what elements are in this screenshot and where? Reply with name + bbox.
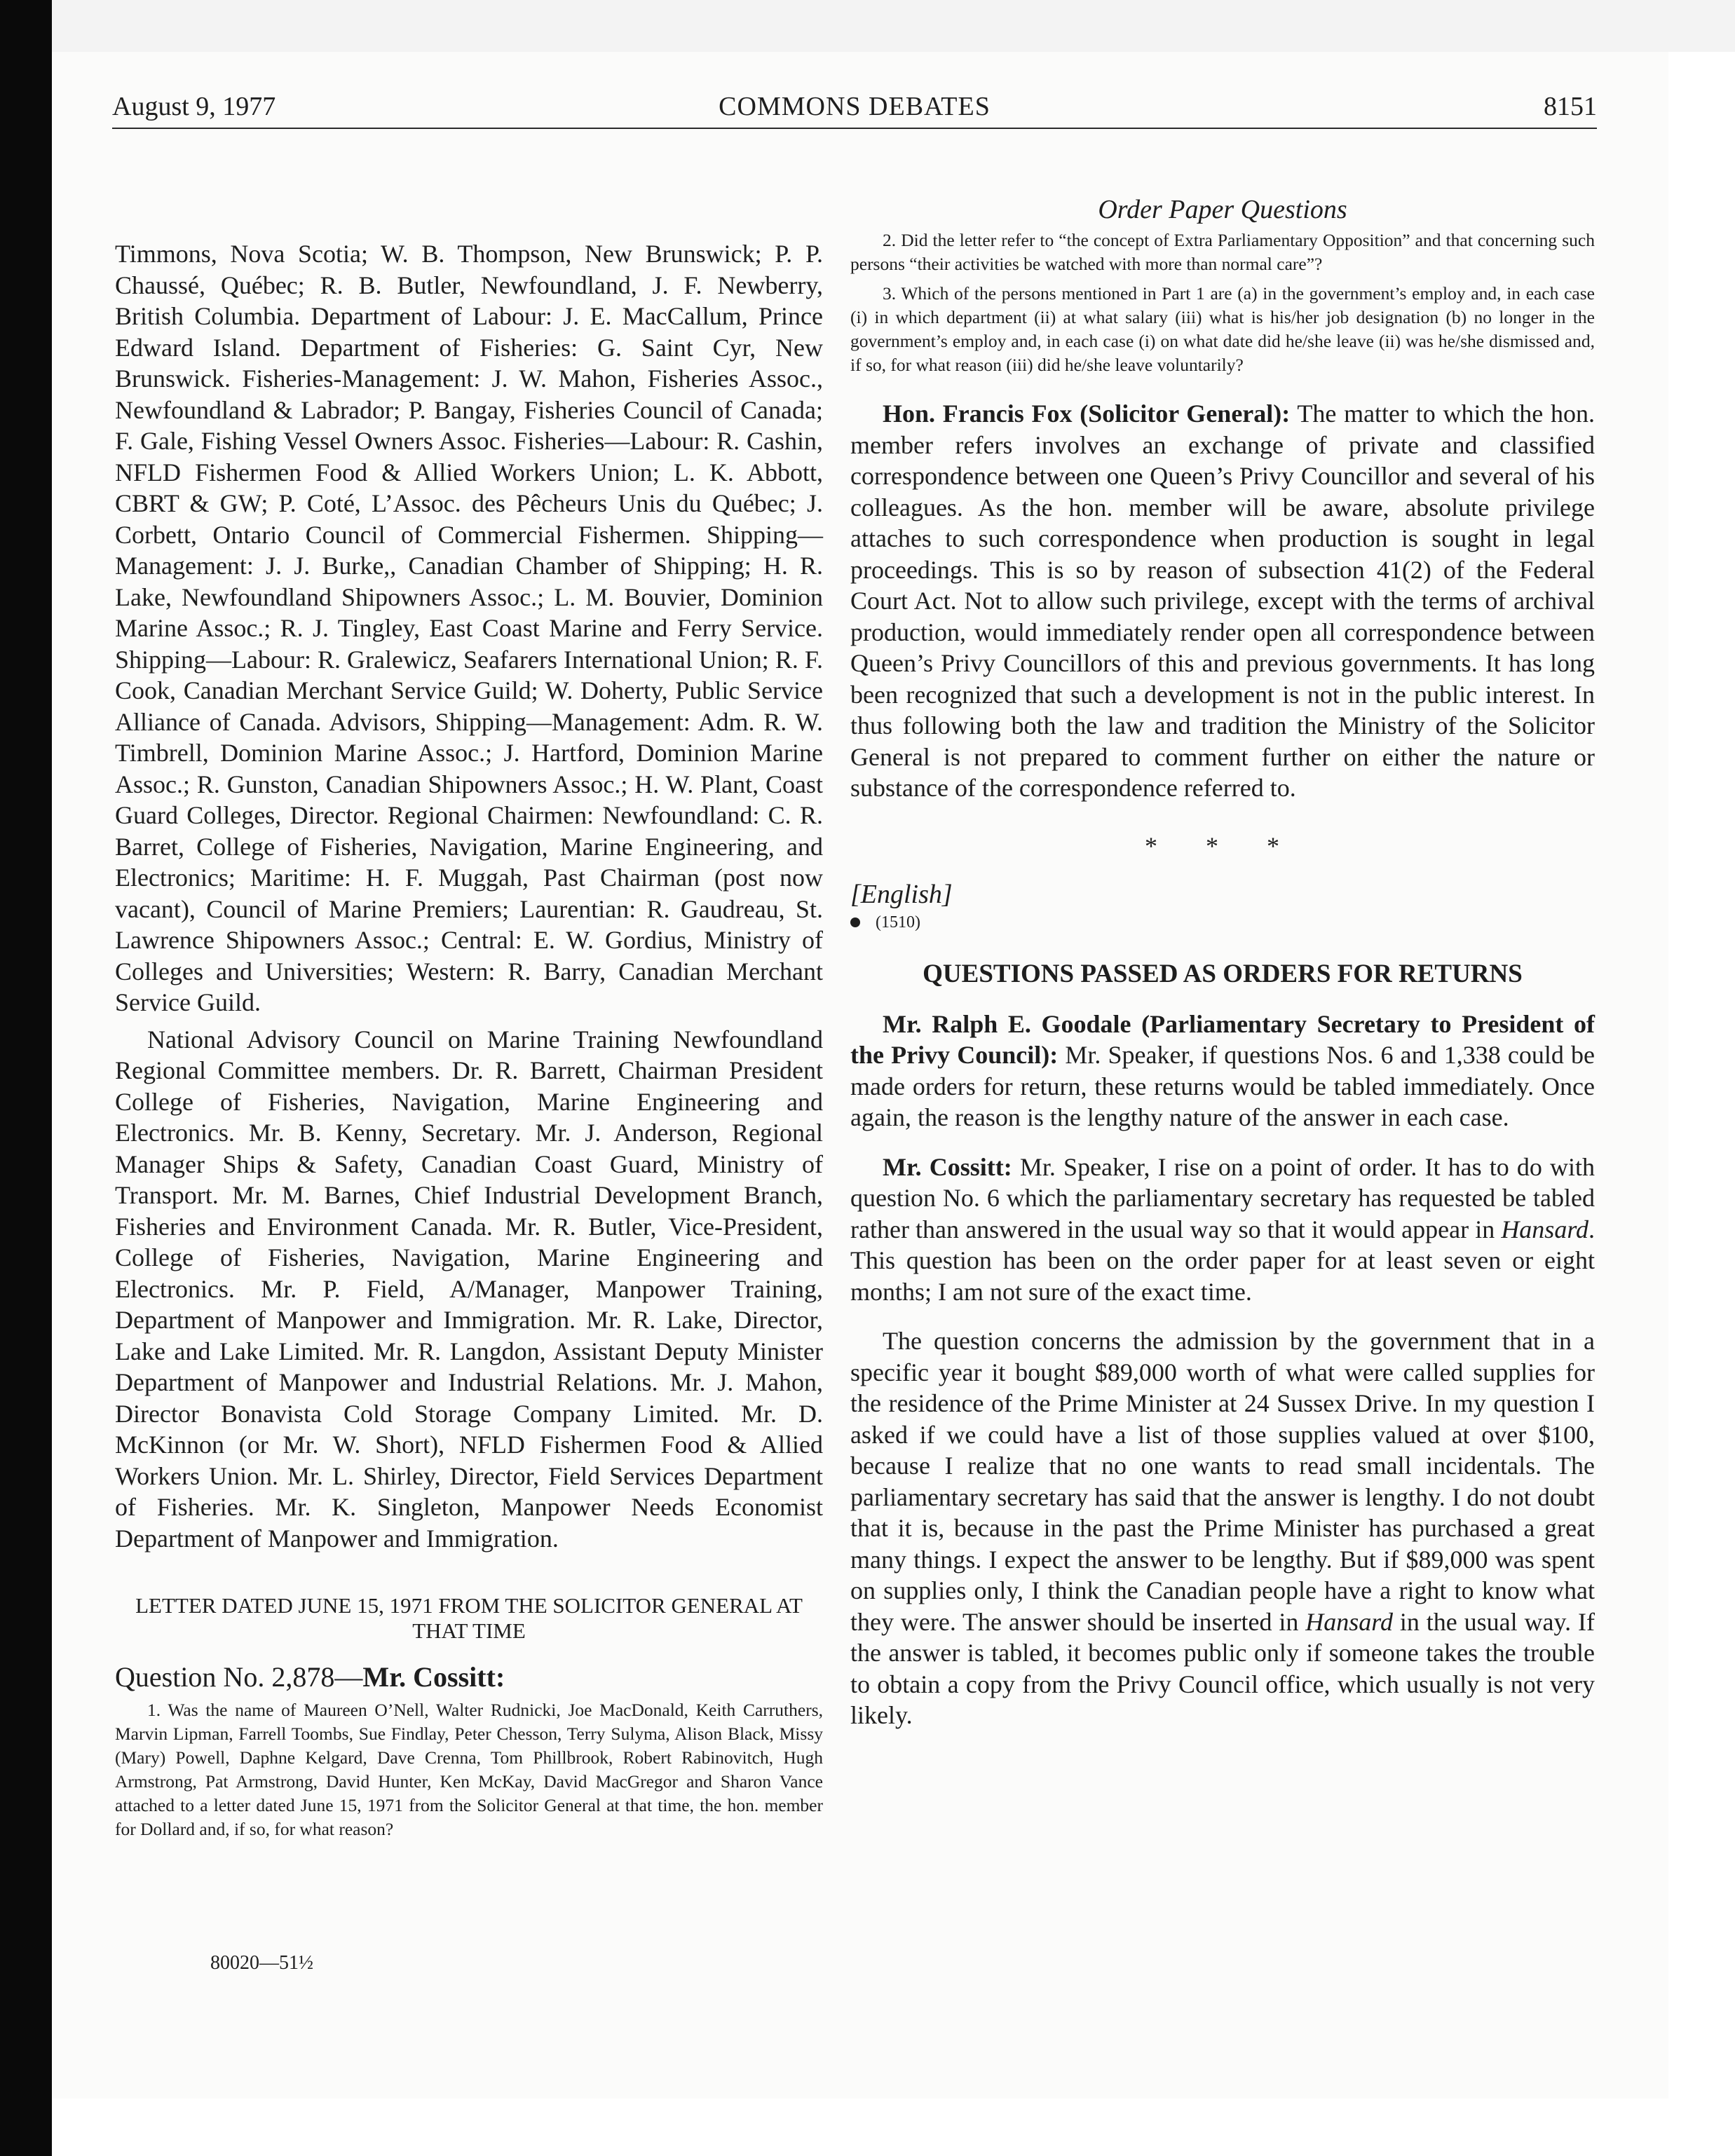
cossitt-speech bbox=[850, 1152, 1595, 1308]
page-header bbox=[112, 91, 1597, 126]
section-separator: * * * bbox=[1145, 831, 1300, 860]
hansard-ref: Hansard bbox=[1305, 1607, 1393, 1636]
hansard-ref: Hansard bbox=[1501, 1215, 1588, 1243]
question-part-2: 2. Did the letter refer to “the concept of Extra Parliamentary Opposition” and that concerning such persons “their activities be watched with more than normal care”? bbox=[850, 230, 1595, 274]
question-title bbox=[115, 1660, 823, 1694]
speech-text: Mr. Speaker, I rise on a point of order. It has to do with question No. 6 which the parliamentary secretary has requested be tabled rather than answered in the usual way so that it would appear in bbox=[850, 1152, 1595, 1243]
speaker-name: Mr. Cossitt: bbox=[883, 1152, 1012, 1181]
speaker-name: Hon. Francis Fox (Solicitor General): bbox=[883, 400, 1291, 428]
letter-heading: LETTER DATED JUNE 15, 1971 FROM THE SOLICITOR GENERAL AT THAT TIME bbox=[135, 1593, 803, 1643]
header-title: COMMONS DEBATES bbox=[719, 92, 991, 121]
time-text: (1510) bbox=[876, 913, 920, 932]
committee-list-paragraph: Timmons, Nova Scotia; W. B. Thompson, New Brunswick; P. P. Chaussé, Québec; R. B. Butler, Newfoundland, J. F. Newberry, British Columbia. Department of Labour: J. E. MacCallum, Prince Edward Island. Department of Fisheries: G. Saint Cyr, New Brunswick. Fisheries-Management: J. W. Mahon, Fisheries Assoc., Newfoundland & Labrador; P. Bangay, Fisheries Council of Canada; F. Gale, Fishing Vessel Owners Assoc. Fisheries—Labour: R. Cashin, NFLD Fishermen Food & Allied Workers Union; L. K. Abbott, CBRT & GW; P. Coté, L’Assoc. des Pêcheurs Unis du Québec; J. Corbett, Ontario Council of Commercial Fishermen. Shipping—Management: J. J. Burke,, Canadian Chamber of Shipping; H. R. Lake, Newfoundland Shipowners Assoc.; L. M. Bouvier, Dominion Marine Assoc.; R. J. Tingley, East Coast Marine and Ferry Service. Shipping—Labour: R. Gralewicz, Seafarers International Union; R. F. Cook, Canadian Merchant Service Guild; W. Doherty, Public Service Alliance of Canada. Advisors, Shipping—Management: Adm. R. W. Timbrell, Dominion Marine Assoc.; J. Hartford, Dominion Marine Assoc.; R. Gunston, Canadian Shipowners Assoc.; H. W. Plant, Coast Guard Colleges, Director. Regional Chairmen: Newfoundland: C. R. Barret, College of Fisheries, Navigation, Marine Engineering, and Electronics; Maritime: H. F. Muggah, Past Chairman (post now vacant), Council of Marine Premiers; Laurentian: R. Gaudreau, St. Lawrence Shipowners Assoc.; Central: E. W. Gordius, Ministry of Colleges and Universities; Western: R. Barry, Canadian Merchant Service Guild. bbox=[115, 240, 823, 1016]
question-part-3: 3. Which of the persons mentioned in Part 1 are (a) in the government’s employ and, in each case (i) in which department (ii) at what salary (iii) what is his/her job designation (b) no longer in the government’s employ and, in each case (i) on what date did he/she leave (ii) was he/she dismissed and, if so, for what reason (iii) did he/she leave voluntarily? bbox=[850, 283, 1595, 375]
orders-heading: QUESTIONS PASSED AS ORDERS FOR RETURNS bbox=[923, 959, 1523, 988]
speech-text: . This question has been on the order paper for at least seven or eight months; I am not sure of the exact time. bbox=[850, 1215, 1595, 1306]
speech-text: The question concerns the admission by the government that in a specific year it bought $89,000 worth of what were called supplies for the residence of the Prime Minister at 24 Sussex Drive. In my question I asked if we could have a list of those supplies valued at over $100, because I realize that no one wants to read small incidentals. The parliamentary secretary has said that the answer is lengthy. I do not doubt that it is, because in the past the Prime Minister has purchased a great many things. I expect the answer to be lengthy. But if $89,000 was spent on supplies only, I think the Canadian people have a right to know what they were. The answer should be inserted in bbox=[850, 1327, 1595, 1636]
right-column bbox=[850, 140, 1595, 1731]
question-part-1: 1. Was the name of Maureen O’Nell, Walter Rudnicki, Joe MacDonald, Keith Carruthers, Marvin Lipman, Farrell Toombs, Sue Findlay, Peter Chesson, Terry Sulyma, Alison Black, Missy (Mary) Powell, Daphne Kelgard, Dave Crenna, Tom Phillbrook, Robert Rabinovitch, Hugh Armstrong, Pat Armstrong, David Hunter, Ken McKay, David MacGregor and Sharon Vance attached to a letter dated June 15, 1971 from the Solicitor General at that time, the hon. member for Dollard and, if so, for what reason? bbox=[115, 1700, 823, 1839]
left-column bbox=[115, 140, 823, 1841]
header-page-number: 8151 bbox=[1544, 92, 1597, 121]
speech-text: in the usual way. If the answer is tabled, it becomes public only if someone takes the trouble to obtain a copy from the Privy Council office, which usually is not very likely. bbox=[850, 1607, 1595, 1729]
question-number: Question No. 2,878— bbox=[115, 1661, 363, 1693]
bullet-icon bbox=[850, 917, 860, 927]
speech-text: Mr. Speaker, if questions Nos. 6 and 1,338 could be made orders for return, these returns would be tabled immediately. Once again, the reason is the lengthy nature of the answer in each case. bbox=[850, 1041, 1595, 1131]
fox-answer bbox=[850, 398, 1595, 804]
question-member: Mr. Cossitt: bbox=[362, 1661, 505, 1693]
speaker-name: Mr. Ralph E. Goodale (Parliamentary Secretary to President of the Privy Council): bbox=[850, 1009, 1595, 1069]
language-marker: [English] bbox=[850, 879, 953, 909]
scan-margin bbox=[52, 0, 1735, 52]
header-date: August 9, 1977 bbox=[112, 92, 276, 121]
footer-code: 80020—51½ bbox=[210, 1952, 313, 1974]
speech-text: The matter to which the hon. member refers involves an exchange of private and classified correspondence between one Queen’s Privy Councillor and several of his colleagues. As the hon. member will be aware, absolute privilege attaches to such correspondence when production is sought in legal proceedings. This is so by reason of subsection 41(2) of the Federal Court Act. Not to allow such privilege, except with the terms of archival production, would immediately render open all correspondence between Queen’s Privy Councillors of this and previous governments. It has long been recognized that such a development is not in the public interest. In thus following both the law and tradition the Ministry of the Solicitor General is not prepared to comment further on either the nature or substance of the correspondence referred to. bbox=[850, 400, 1595, 802]
scan-edge bbox=[0, 0, 52, 2156]
cossitt-speech-continued bbox=[850, 1325, 1595, 1731]
goodale-speech bbox=[850, 1009, 1595, 1133]
section-title: Order Paper Questions bbox=[1098, 195, 1347, 224]
time-marker bbox=[850, 910, 1595, 934]
council-members-paragraph: National Advisory Council on Marine Training Newfoundland Regional Committee members. Dr. R. Barrett, Chairman President College of Fisheries, Navigation, Marine Engineering and Electronics. Mr. B. Kenny, Secretary. Mr. J. Anderson, Regional Manager Ships & Safety, Canadian Coast Guard, Ministry of Transport. Mr. M. Barnes, Chief Industrial Development Branch, Fisheries and Environment Canada. Mr. R. Butler, Vice-President, College of Fisheries, Navigation, Marine Engineering and Electronics. Mr. P. Field, A/Manager, Manpower Training, Department of Manpower and Immigration. Mr. R. Lake, Director, Lake and Lake Limited. Mr. R. Langdon, Assistant Deputy Minister Department of Manpower and Industrial Relations. Mr. J. Mahon, Director Bonavista Cold Storage Company Limited. Mr. D. McKinnon (or Mr. W. Short), NFLD Fishermen Food & Allied Workers Union. Mr. L. Shirley, Director, Field Services Department of Fisheries. Mr. K. Singleton, Manpower Needs Economist Department of Manpower and Immigration. bbox=[115, 1025, 823, 1553]
header-rule bbox=[112, 128, 1597, 129]
